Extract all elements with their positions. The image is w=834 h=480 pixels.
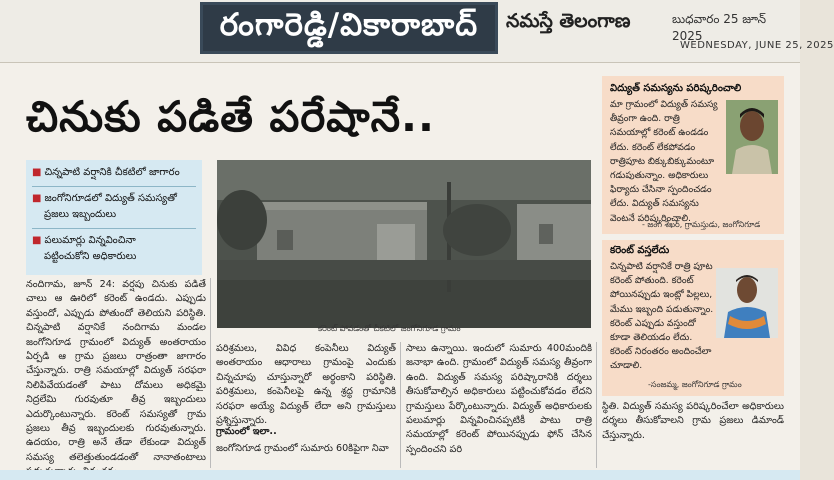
date-telugu: బుధవారం 25 జూన్ 2025 (672, 12, 767, 43)
quote-box-text: చిన్నపాటి వర్షానికే రాత్రి పూట కరెంట్ పోతుంది. కరెంట్ పోయినప్పుడు ఇంట్లో పిల్లలు, మేము ఇబ్బంది పడుతున్నాం. కరెంట్ ఎప్పుడు వస్తుందో కూడా తెలియడం లేదు. కరెంట్ నిరంతరం అందించేలా చూడాలి. (610, 261, 714, 372)
masthead (0, 0, 834, 63)
man-portrait-image (726, 100, 778, 174)
quote-box-text: మా గ్రామంలో విద్యుత్ సమస్య తీవ్రంగా ఉంది. రాత్రి సమయాల్లో కరెంట్ ఉండడం లేదు. కరెంట్ లేకపోవడం రాత్రిపూట బిక్కుబిక్కుమంటూ గడుపుతున్నాం. అధికారులు ఫిర్యాదు చేసినా స్పందించడం లేదు. విద్యుత్ సమస్యను వెంటనే పరిష్కరించాలి. (610, 99, 718, 224)
woman-portrait-image (716, 268, 778, 338)
headline: చినుకు పడితే పరేషానే.. (26, 92, 435, 141)
article-column-1: నందిగామ, జూన్ 24: వర్షపు చినుకు పడితే చాలు ఆ ఊరిలో కరెంట్ ఉండదు. ఎప్పుడు వస్తుందో, ఎప్పుడు పోతుందో తెలియని పరిస్థితి. చిన్నపాటి వర్షానికే నందిగామ మండల జంగోనిగూడ గ్రామంలో విద్యుత్ అంతరాయం ఏర్పడి ఆ గ్రామ ప్రజలు రాత్రంతా జాగారం చేస్తున్నారు. రాత్రి సమయాల్లో విద్యుత్ సరఫరా నిలిపివేయడంతో పాటు దోమలు అధికమై నిద్రలేమి గురవుతూ తీవ్ర ఇబ్బందులు ఎదుర్కొంటున్నారు. కరెంట్ సమస్యతో గ్రామ ప్రజలు తీవ్ర ఇబ్బందులకు గురవుతున్నారు. ఉదయం, రాత్రి అనే తేడా లేకుండా విద్యుత్ సమస్య తలెత్తుతుండడంతో నానాతంటాలు (26, 279, 206, 463)
date-english: WEDNESDAY, JUNE 25, 2025 (680, 40, 834, 51)
column-divider (210, 278, 211, 468)
subheading: గ్రామంలో ఇలా.. (216, 426, 277, 437)
column-divider (596, 342, 597, 468)
article-column-4: స్థితి. విద్యుత్ సమస్య పరిష్కరించేలా అధికారులు దర్శలు తీసుకోవాలని గ్రామ ప్రజలు డిమాండ్ చేస్తున్నారు. (602, 401, 784, 441)
quote-signature: - జంగ శేఖర్, గ్రామస్తుడు, జంగోనిగూడ (642, 220, 761, 229)
quote-signature: -సంజమ్మ, జంగోనిగూడ గ్రామం (648, 380, 742, 389)
paper-name: నమస్తే తెలంగాణ (506, 10, 631, 32)
highlight-item-cont: పట్టించుకోని అధికారులు (44, 251, 137, 262)
highlight-item-cont: ప్రజలు ఇబ్బందులు (44, 209, 117, 220)
quote-box-title: విద్యుత్ సమస్యను పరిష్కరించాలి (610, 83, 742, 94)
highlight-item: ■ జంగోనిగూడలో విద్యుత్ సమస్యతో (32, 193, 177, 204)
quote-box-1 (602, 76, 784, 234)
article-column-2: పరిశ్రమలు, వివిధ కంపెనీలు విద్యుత్ అంతరాయం ఆధారాలు గ్రామంపై ఎందుకు చిన్నచూపు చూస్తున్నారో అర్థంకాని పరిస్థితి. పరిశ్రమలు, కంపెనీలపై ఉన్న శ్రద్ధ గ్రామానికి సరఫరా అయ్యే విద్యుత్ లేదా అని గ్రామస్తులు ప్రశ్నిస్తున్నారు. (216, 343, 396, 427)
quote-box-2 (602, 240, 784, 396)
news-photo (217, 160, 591, 328)
highlight-item: ■ చిన్నపాటి వర్షానికి చీకటిలో జాగారం (32, 167, 180, 178)
highlight-item: ■ పలుమార్లు విన్నవించినా (32, 235, 136, 246)
bottom-strip (0, 470, 800, 480)
quote-box-title: కరెంట్ వస్తలేదు (610, 245, 670, 256)
section-title: రంగారెడ్డి/వికారాబాద్ (200, 2, 498, 54)
portrait-photo (726, 100, 778, 174)
highlights-box (26, 160, 202, 275)
column-divider (400, 342, 401, 468)
article-column-3: సాలు ఉన్నాయి. ఇందులో సుమారు 400మందికి జనాభా ఉంది. గ్రామంలో విద్యుత్ సమస్య తీవ్రంగా ఉంది. విద్యుత్ సమస్య పరిష్కారానికి దర్శలు తీసుకోవాల్సిన అధికారులు పట్టించుకోవడం లేదని గ్రామస్తులు పేర్కొంటున్నారు. విద్యుత్ అధికారులకు పలుమార్లు విన్నవించినప్పటికీ పాటు రాత్రి సమయాల్లో కరెంట్ పోయినప్పుడు ఫోన్ చేసిన స్పందించని పరి (406, 343, 592, 455)
article-column-2-tail: జంగోనిగూడ గ్రామంలో సుమారు 60కిపైగా నివా (216, 443, 389, 454)
night-village-image (217, 160, 591, 328)
photo-caption: కరెంట్ పోవడంతో చీకటిలో జంగోనిగూడ గ్రామం (318, 324, 461, 333)
portrait-photo (716, 268, 778, 338)
